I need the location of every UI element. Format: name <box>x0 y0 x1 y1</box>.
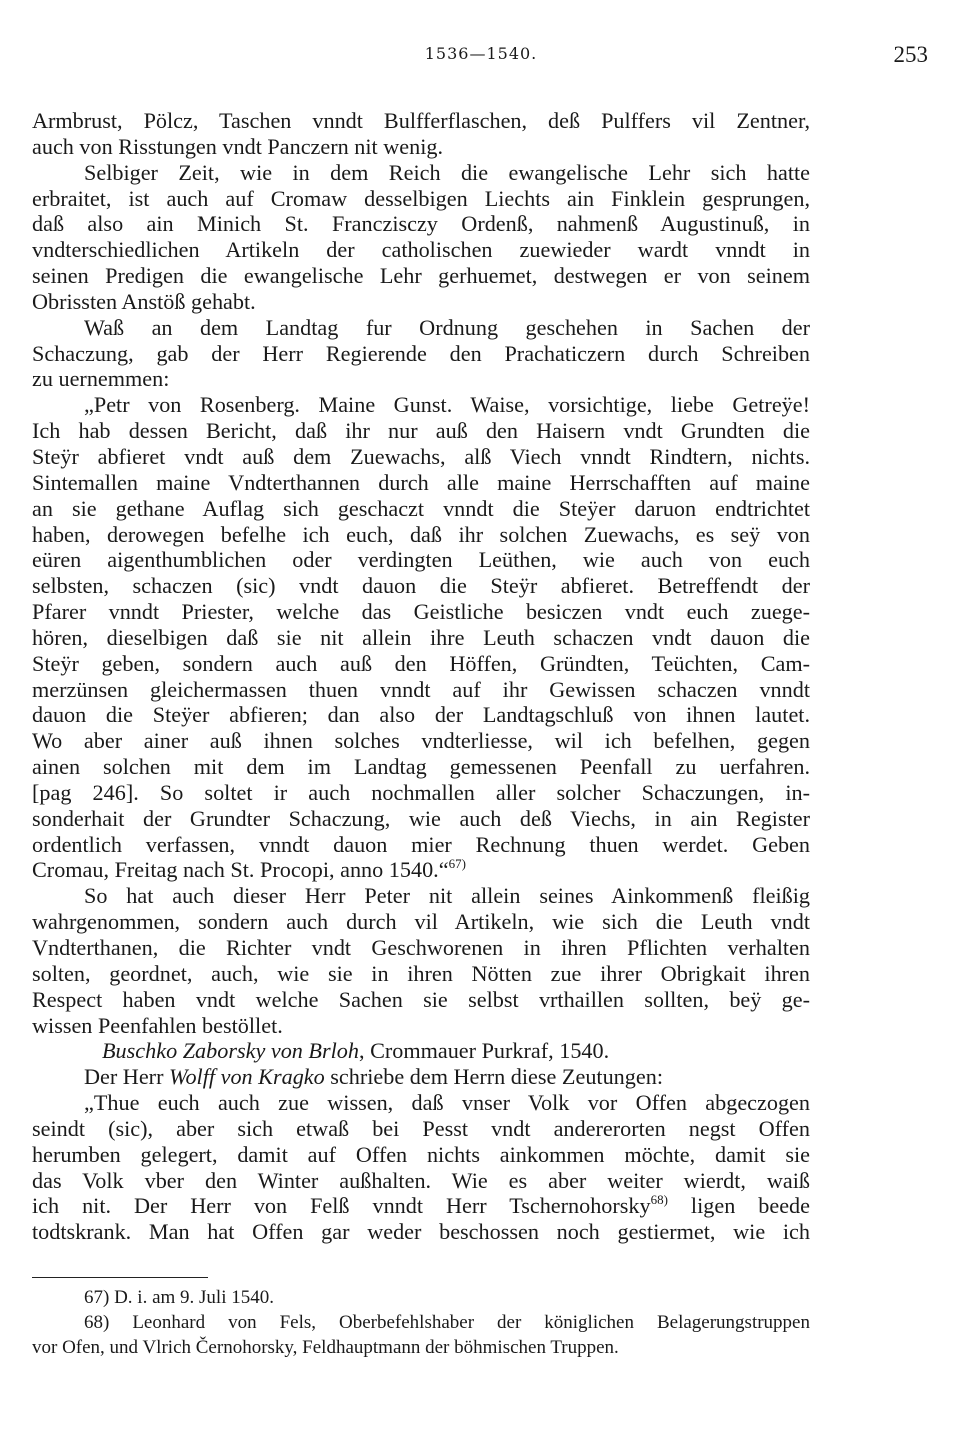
text-line: dauon die Steÿer abfieren; dan also der Landtagschluß von ihnen lautet. <box>32 702 810 728</box>
text-line: Ich hab dessen Bericht, daß ihr nur auß den Haisern vndt Grundten die <box>32 418 810 444</box>
footnote-divider <box>32 1277 208 1278</box>
text-line: todtskrank. Man hat Offen gar weder beschossen noch gestiermet, wie ich <box>32 1219 810 1245</box>
text-line: Vndterthanen, die Richter vndt Geschworenen in ihren Pflichten verhalten <box>32 935 810 960</box>
footnote-ref-67[interactable]: 67) <box>448 856 466 872</box>
text-line: haben, derowegen befelhe ich euch, daß ihr solchen Zuewachs, es seÿ von <box>32 521 810 547</box>
text-fragment: schriebe dem Herrn diese Zeutungen: <box>324 1064 663 1090</box>
text-line: wahrgenommen, sondern auch durch vil Artikeln, wie sich die Leuth vndt <box>32 909 810 935</box>
text-line <box>32 1064 810 1090</box>
text-line: sonderhait der Grundter Schaczung, wie auch deß Viechs, in ain Register <box>32 805 810 831</box>
text-line: vndterschiedlichen Artikeln der catholischen zuewieder wardt vnndt in <box>32 237 810 263</box>
text-line: hören, dieselbigen daß sie nit allein ihre Leuth schaczen vndt dauon die <box>32 624 810 650</box>
text-line <box>32 1193 810 1219</box>
text-fragment: ligen beede <box>667 1193 810 1219</box>
text-line: „Petr von Rosenberg. Maine Gunst. Waise, vorsichtige, liebe Getreÿe! <box>84 392 810 418</box>
text-fragment: Cromau, Freitag nach St. Procopi, anno 1540.“ <box>32 857 449 883</box>
main-text <box>32 108 810 1245</box>
text-line: Steÿr geben, sondern auch auß den Höffen, Gründten, Teüchten, Cam- <box>32 650 810 676</box>
text-line: an sie gethane Auflag sich geschaczt vnndt die Steÿer daruon endtrichtet <box>32 495 810 521</box>
text-line: erbraitet, ist auch auf Cromaw desselbigen Liechts ain Finklein gesprungen, <box>32 185 810 211</box>
text-line: daß also ain Minich St. Franczisczy Ordenß, nahmenß Augustinuß, in <box>32 211 810 237</box>
text-line: auch von Risstungen vndt Panczern nit wenig. <box>32 133 444 159</box>
person-name: Buschko Zaborsky von Brloh <box>102 1038 359 1064</box>
footnote-ref-68[interactable]: 68) <box>650 1192 668 1208</box>
text-line: Waß an dem Landtag fur Ordnung geschehen in Sachen der <box>84 314 810 340</box>
text-line: herumben gelegert, damit auf Offen nichts ainkommen möchte, damit sie <box>32 1141 810 1167</box>
text-line: das Volk vber den Winter außhalten. Wie es aber weiter wierdt, waiß <box>32 1167 810 1193</box>
text-fragment: , Crommauer Purkraf, 1540. <box>358 1038 610 1064</box>
footnote-68: 68) Leonhard von Fels, Oberbefehlshaber der königlichen Belagerungstruppen <box>84 1312 810 1333</box>
text-line: zu uernemmen: <box>32 366 170 392</box>
footnote-67: 67) D. i. am 9. Juli 1540. <box>84 1287 274 1308</box>
text-line: selbsten, schaczen (sic) vndt dauon die Steÿr abfieret. Betreffendt der <box>32 573 810 599</box>
text-line: seindt (sic), aber sich etwaß bei Pesst vndt andererorten negst Offen <box>32 1115 810 1141</box>
text-line: Respect haben vndt welche Sachen sie selbst vrthaillen sollten, beÿ ge- <box>32 986 810 1012</box>
text-line: Wo aber ainer auß ihnen solches vndterliesse, wil ich befelhen, gegen <box>32 728 810 754</box>
text-line: ainen solchen mit dem im Landtag gemessenen Peenfall zu uerfahren. <box>32 754 810 780</box>
text-line: „Thue euch auch zue wissen, daß vnser Volk vor Offen abgeczogen <box>84 1090 810 1116</box>
footnotes <box>32 1285 810 1360</box>
text-line: solten, geordnet, auch, wie sie in ihren Nötten zue ihrer Obrigkait ihren <box>32 960 810 986</box>
text-line: Sintemallen maine Vndterthannen durch alle maine Herrschafften auf maine <box>32 469 810 495</box>
text-line: Steÿr abfieret vndt auß dem Zuewachs, alß Viech vnndt Rindtern, nichts. <box>32 443 810 469</box>
text-line <box>32 857 810 883</box>
text-fragment: Der Herr <box>84 1064 170 1090</box>
page-header <box>32 42 928 76</box>
text-line: Schaczung, gab der Herr Regierende den Prachaticzern durch Schreiben <box>32 340 810 366</box>
text-line: So hat auch dieser Herr Peter nit allein seines Ainkommenß fleißig <box>84 883 810 909</box>
footnote-68-continued: vor Ofen, und Vlrich Černohorsky, Feldhauptmann der böhmischen Truppen. <box>32 1337 619 1358</box>
person-name: Wolff von Kragko <box>169 1064 325 1090</box>
page-number: 253 <box>893 42 928 67</box>
text-fragment: ich nit. Der Herr von Felß vnndt Herr Tschernohorsky <box>32 1193 651 1219</box>
text-line: seinen Predigen die ewangelische Lehr gerhuemet, destwegen er von seinem <box>32 263 810 289</box>
text-line: eüren aigenthumblichen oder verdingten Leüthen, wie auch von euch <box>32 547 810 573</box>
text-line: Pfarer vnndt Priester, welche das Geistliche besiczen vndt euch zuege- <box>32 599 810 625</box>
text-line: [pag 246]. So soltet ir auch nochmallen aller solcher Schaczungen, in- <box>32 779 810 805</box>
text-line: Obrissten Anstöß gehabt. <box>32 288 256 314</box>
text-line: ordentlich verfassen, vnndt dauon mier Rechnung thuen werdet. Geben <box>32 831 810 857</box>
text-line: merzünsen gleichermassen thuen vnndt auf ihr Gewissen schaczen vnndt <box>32 676 810 702</box>
text-line <box>32 1038 810 1064</box>
text-line: wissen Peenfahlen bestöllet. <box>32 1012 283 1038</box>
text-line: Armbrust, Pölcz, Taschen vnndt Bulfferflaschen, deß Pulffers vil Zentner, <box>32 108 810 133</box>
text-line: Selbiger Zeit, wie in dem Reich die ewangelische Lehr sich hatte <box>84 159 810 185</box>
running-head: 1536—1540. <box>424 44 538 63</box>
